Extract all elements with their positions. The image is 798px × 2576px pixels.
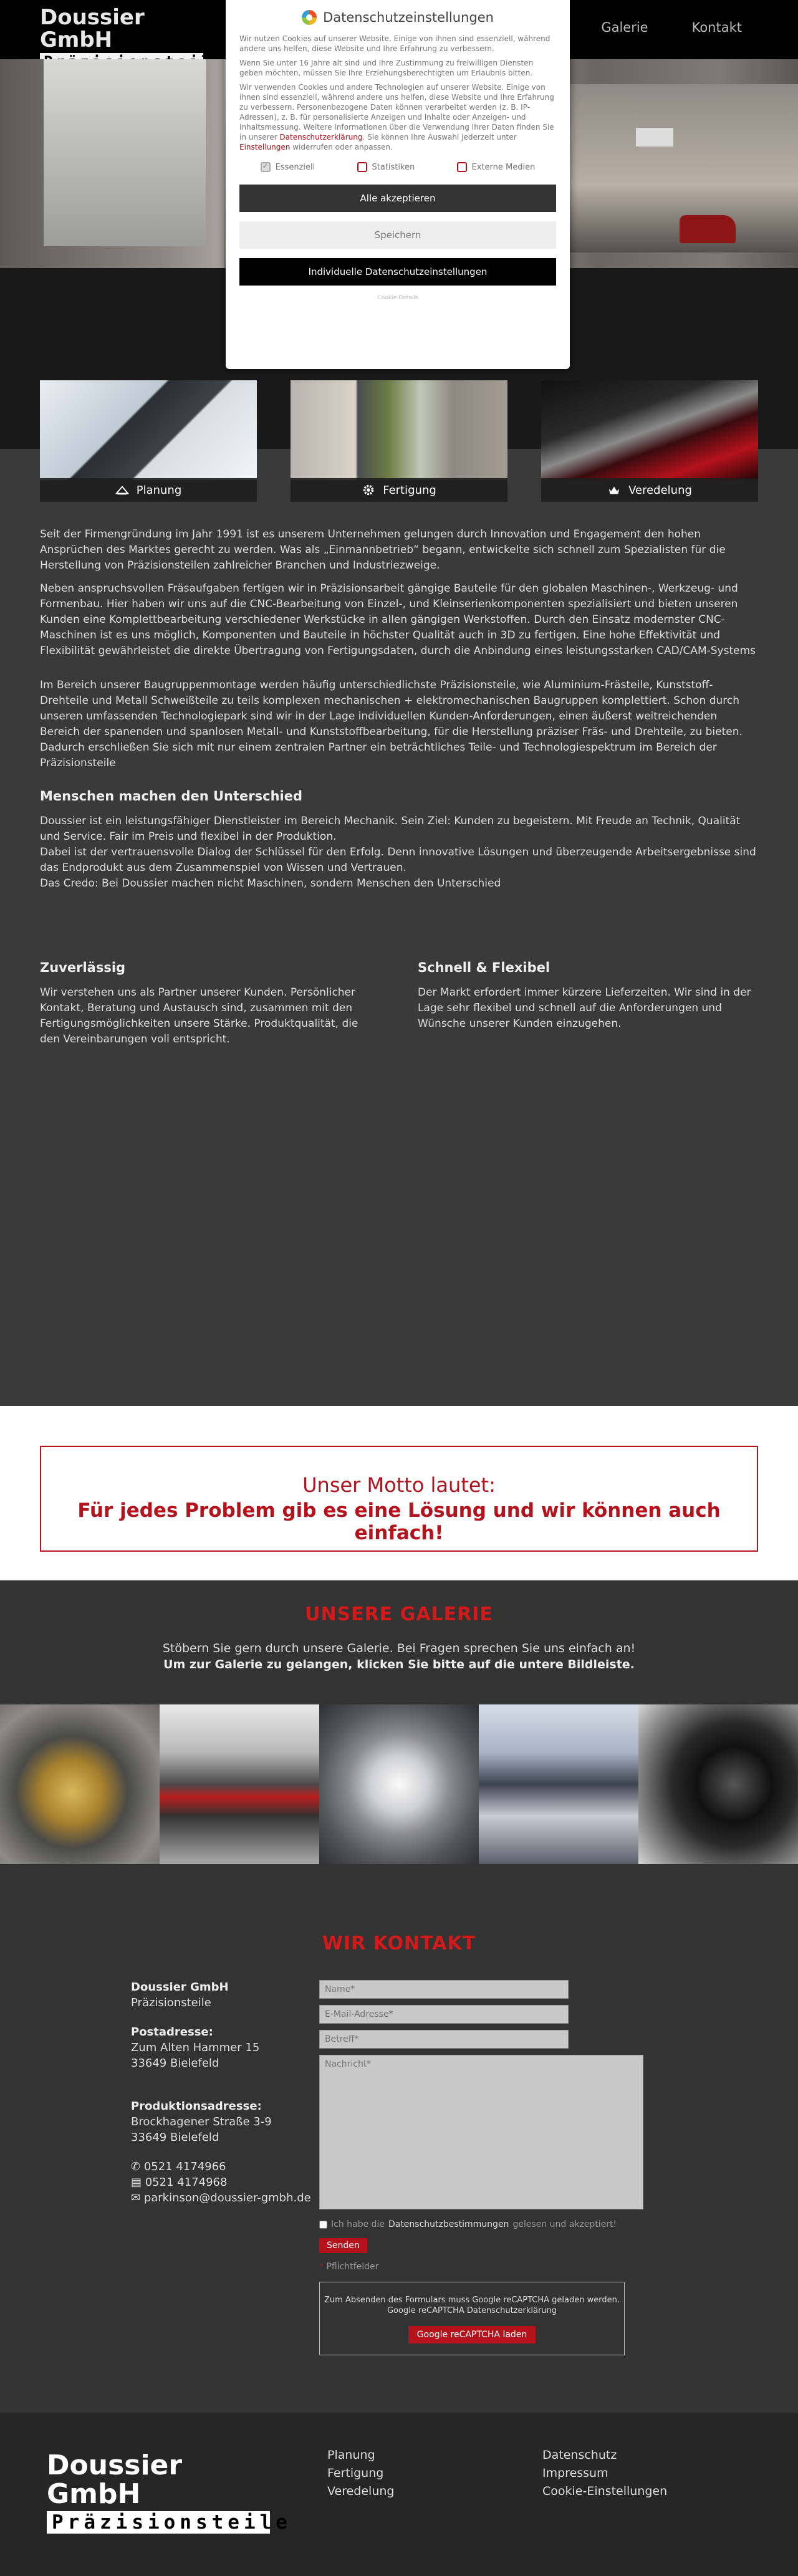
gallery-image-3[interactable]	[319, 1704, 479, 1864]
feature-flexible-heading: Schnell & Flexibel	[418, 960, 550, 975]
feature-flexible	[418, 960, 758, 1055]
people-line-1: Doussier ist ein leistungsfähiger Dienstleister im Bereich Mechanik. Sein Ziel: Kunden zu begeistern. Mit Freude an Technik, Qualität und Service. Fair im Preis und flexibel in der Produktion.	[40, 815, 741, 843]
checkbox-statistics[interactable]	[357, 162, 367, 172]
privacy-checkbox[interactable]	[319, 2221, 327, 2229]
tile-veredelung-bar	[541, 478, 758, 502]
tile-veredelung-label: Veredelung	[628, 483, 692, 497]
footer-services-links	[327, 2446, 394, 2501]
feature-reliable-text: Wir verstehen uns als Partner unserer Kunden. Persönlicher Kontakt, Beratung und Austausch sind, zusammen mit den Fertigungsmöglichkeiten unsere Stärke. Produktqualität, die den Vereinbarungen voll entspricht.	[40, 986, 358, 1045]
contact-address	[131, 1979, 312, 2206]
recaptcha-box	[319, 2282, 625, 2355]
tile-fertigung-label: Fertigung	[383, 483, 436, 497]
hero-sign	[636, 128, 673, 147]
message-textarea[interactable]	[319, 2055, 643, 2209]
cookie-text-3a: Wir verwenden Cookies und andere Technologien auf unserer Website. Einige von ihnen sind essenziell, während andere uns helfen, diese Website und Ihre Erfahrung zu verbessern. Personenbezogene Daten können verarbeitet werden (z. B. IP-Adressen), z. B. für personalisierte Anzeigen und Inhalte oder Anzeigen- und Inhaltsmessung. Weitere Informationen über die Verwendung Ihrer Daten finden Sie in unserer	[239, 83, 554, 142]
production-address-label: Produktionsadresse:	[131, 2100, 262, 2113]
footer-link-planung[interactable]: Planung	[327, 2448, 375, 2462]
logo-title: Doussier GmbH	[40, 5, 145, 52]
required-note-text: Pflichtfelder	[326, 2262, 379, 2272]
post-street: Zum Alten Hammer 15	[131, 2041, 260, 2054]
consent-essential[interactable]	[261, 162, 315, 172]
privacy-link[interactable]: Datenschutzbestimmungen	[388, 2219, 509, 2229]
send-button[interactable]: Senden	[319, 2238, 367, 2253]
email-row[interactable]	[131, 2190, 312, 2206]
cookie-text-2: Wenn Sie unter 16 Jahre alt sind und Ihre Zustimmung zu freiwilligen Diensten geben möchten, müssen Sie Ihre Erziehungsberechtigten um Erlaubnis bitten.	[239, 59, 534, 77]
site-footer	[0, 2413, 798, 2576]
main-nav	[601, 20, 742, 35]
tile-planung[interactable]	[40, 380, 257, 502]
privacy-consent	[319, 2219, 643, 2229]
gallery-image-4[interactable]	[479, 1704, 638, 1864]
intro-paragraph-3: Im Bereich unserer Baugruppenmontage werden häufig unterschiedlichste Präzisionsteile, wie Aluminium-Frästeile, Kunststoff-Drehteile und Metall Schweißteile zu teils komplexen mechanischen + elektromechanischen Baugruppen komplettiert. Schon durch unseren umfassenden Technologiepark sind wir in der Lage individuellen Kunden-Anforderungen, einen äußerst weitreichenden Bereich der spanenden und spanlosen Metall- und Kunststoffbearbeitung, für die Herstellung präziser Fräs- und Drehteile, zu bieten. Dadurch erschließen Sie sich mit nur einem zentralen Partner ein beträchtliches Teile- und Technologiespektrum im Bereich der Präzisionsteile	[40, 679, 743, 769]
intro-paragraph-2: Neben anspruchsvollen Fräsaufgaben fertigen wir in Präzisionsarbeit gängige Bauteile für den globalen Maschinen-, Werkzeug- und Formenbau. Hier haben wir uns auf die CNC-Bearbeitung von Einzel-, und Kleinserienkomponenten spezialisiert und bieten unseren Kunden eine Komplettbearbeitung verschiedener Werkstücke in allen gängigen Werkstoffen. Durch den Einsatz modernster CNC-Maschinen ist es uns möglich, Komponenten und Bauteile in höchster Qualität auch in 3D zu fertigen. Eine hohe Effektivität und Flexibilität gewährleistet die direkte Übertragung von Fertigungsdaten, durch die Anbindung eines leistungsstarken CAD/CAM-Systems	[40, 582, 756, 657]
recaptcha-load-button[interactable]: Google reCAPTCHA laden	[408, 2326, 536, 2343]
email-address: parkinson@doussier-gmbh.de	[143, 2191, 311, 2204]
email-input[interactable]	[319, 2005, 569, 2024]
hero-building-photo	[549, 84, 798, 252]
tile-fertigung-bar	[291, 478, 507, 502]
subject-input[interactable]	[319, 2030, 569, 2049]
individual-settings-button[interactable]: Individuelle Datenschutzeinstellungen	[239, 258, 556, 286]
fax-number: 0521 4174968	[145, 2176, 228, 2189]
footer-link-fertigung[interactable]: Fertigung	[327, 2466, 384, 2480]
name-input[interactable]	[319, 1980, 569, 1999]
finishing-icon	[607, 483, 621, 497]
people-line-3: Das Credo: Bei Doussier machen nicht Maschinen, sondern Menschen den Unterschied	[40, 877, 501, 890]
gallery-section	[0, 1580, 798, 1864]
required-note: * Pflichtfelder	[319, 2262, 379, 2272]
main-content	[40, 527, 758, 899]
privacy-text-b: gelesen und akzeptiert!	[512, 2219, 617, 2229]
consent-statistics[interactable]	[357, 162, 415, 172]
cookie-dialog-header	[239, 10, 556, 25]
contact-title: WIR KONTAKT	[322, 1933, 476, 1954]
cookie-text-3	[239, 82, 556, 152]
tile-veredelung[interactable]	[541, 380, 758, 502]
production-city: 33649 Bielefeld	[131, 2131, 219, 2144]
email-icon: ✉	[131, 2191, 144, 2204]
feature-reliable-heading: Zuverlässig	[40, 960, 126, 975]
hero-machine-photo	[44, 59, 206, 246]
footer-link-impressum[interactable]: Impressum	[542, 2466, 608, 2480]
cookie-text-1: Wir nutzen Cookies auf unserer Website. Einige von ihnen sind essenziell, während andere uns helfen, diese Website und Ihre Erfahrung zu verbessern.	[239, 34, 550, 53]
motto-label: Unser Motto lautet:	[302, 1473, 496, 1497]
fax-row	[131, 2175, 312, 2190]
feature-columns	[40, 960, 758, 1055]
tile-fertigung-image	[291, 380, 507, 480]
footer-logo-subtitle: Präzisionsteile	[47, 2511, 270, 2534]
consent-essential-label: Essenziell	[275, 162, 315, 172]
footer-logo-title: Doussier GmbH	[47, 2449, 183, 2510]
cookie-text-3b: . Sie können Ihre Auswahl jederzeit unter	[362, 133, 517, 142]
feature-flexible-text: Der Markt erfordert immer kürzere Lieferzeiten. Wir sind in der Lage sehr flexibel und schnell auf die Anforderungen und Wünsche unserer Kunden einzugehen.	[418, 986, 751, 1030]
company-subtitle: Präzisionsteile	[131, 1996, 211, 2009]
motto-text: Für jedes Problem gib es eine Lösung und wir können auch einfach!	[77, 1499, 721, 1544]
privacy-policy-link[interactable]: Datenschutzerklärung	[279, 133, 363, 142]
motto-box	[40, 1446, 758, 1552]
settings-link[interactable]: Einstellungen	[239, 143, 291, 151]
footer-link-datenschutz[interactable]: Datenschutz	[542, 2448, 617, 2462]
feature-reliable	[40, 960, 380, 1055]
gallery-hint: Um zur Galerie zu gelangen, klicken Sie bitte auf die untere Bildleiste.	[163, 1658, 635, 1671]
tile-planung-label: Planung	[136, 483, 182, 497]
gallery-strip[interactable]	[0, 1704, 798, 1864]
gear-icon	[362, 483, 375, 497]
contact-form	[319, 1980, 643, 2355]
phone-number: 0521 4174966	[143, 2160, 226, 2173]
phone-row[interactable]	[131, 2159, 312, 2175]
cookie-logo-icon	[302, 10, 317, 25]
motto-section	[0, 1406, 798, 1580]
consent-external-media[interactable]	[457, 162, 536, 172]
people-heading: Menschen machen den Unterschied	[40, 789, 302, 804]
gallery-text: Stöbern Sie gern durch unsere Galerie. Bei Fragen sprechen Sie uns einfach an!	[162, 1641, 636, 1655]
privacy-text-a: Ich habe die	[331, 2219, 385, 2229]
save-button[interactable]: Speichern	[239, 221, 556, 249]
contact-section	[0, 1864, 798, 2413]
recaptcha-text: Zum Absenden des Formulars muss Google reCAPTCHA geladen werden.	[324, 2295, 620, 2305]
hero-car	[680, 215, 736, 243]
footer-link-veredelung[interactable]: Veredelung	[327, 2484, 395, 2498]
footer-legal-links	[542, 2446, 667, 2501]
consent-options	[239, 162, 556, 172]
consent-external-media-label: Externe Medien	[471, 162, 536, 172]
tile-fertigung[interactable]	[291, 380, 507, 502]
production-street: Brockhagener Straße 3-9	[131, 2115, 272, 2128]
tile-planung-bar	[40, 478, 257, 502]
cookie-details-link[interactable]: Cookie-Details	[377, 295, 418, 301]
gallery-image-1[interactable]	[0, 1704, 160, 1864]
company-name: Doussier GmbH	[131, 1981, 229, 1994]
people-line-2: Dabei ist der vertrauensvolle Dialog der Schlüssel für den Erfolg. Denn innovative Lösungen und überzeugende Arbeitsergebnisse sind das Endprodukt aus dem Zusammenspiel von Wissen und Vertrauen.	[40, 846, 756, 874]
nav-item-kontakt[interactable]: Kontakt	[691, 20, 742, 35]
footer-logo[interactable]	[47, 2449, 292, 2534]
phone-icon: ✆	[131, 2160, 144, 2173]
post-address-label: Postadresse:	[131, 2026, 213, 2039]
cookie-dialog-title: Datenschutzeinstellungen	[323, 10, 494, 25]
gallery-image-2[interactable]	[160, 1704, 319, 1864]
checkbox-essential[interactable]	[261, 162, 271, 172]
gallery-image-5[interactable]	[638, 1704, 798, 1864]
cookie-text-3c: widerrufen oder anpassen.	[292, 143, 393, 151]
planning-icon	[115, 483, 129, 497]
fax-icon: ▤	[131, 2176, 145, 2189]
checkbox-external-media[interactable]	[457, 162, 467, 172]
recaptcha-privacy-link[interactable]: Google reCAPTCHA Datenschutzerklärung	[387, 2306, 557, 2315]
accept-all-button[interactable]: Alle akzeptieren	[239, 185, 556, 212]
consent-statistics-label: Statistiken	[372, 162, 415, 172]
footer-link-cookie-settings[interactable]: Cookie-Einstellungen	[542, 2484, 668, 2498]
intro-paragraph-1: Seit der Firmengründung im Jahr 1991 ist es unserem Unternehmen gelungen durch Innovation und Engagement den hohen Ansprüchen des Marktes gerecht zu werden. Was als „Einmannbetrieb“ begann, entwickelte sich schnell zum Spezialisten für die Herstellung von Präzisionsteilen zahlreicher Branchen und Industriezweige.	[40, 528, 726, 572]
cookie-consent-dialog	[226, 0, 570, 369]
post-city: 33649 Bielefeld	[131, 2057, 219, 2070]
tile-planung-image	[40, 380, 257, 480]
gallery-title: UNSERE GALERIE	[305, 1603, 493, 1625]
tile-veredelung-image	[541, 380, 758, 480]
nav-item-galerie[interactable]: Galerie	[601, 20, 648, 35]
